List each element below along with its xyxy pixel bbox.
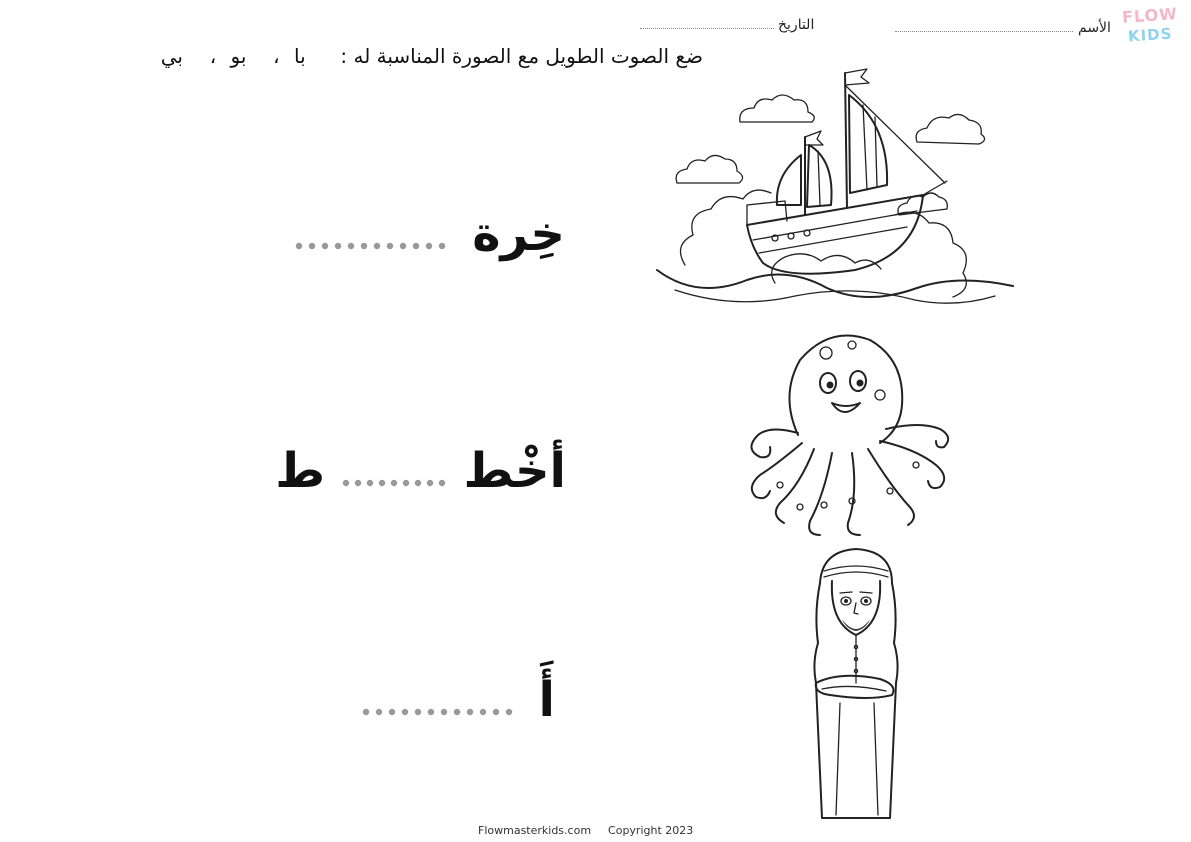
man-illustration [800, 543, 912, 823]
exercise-2 [275, 443, 566, 499]
exercise-1-word: خِرة [472, 206, 565, 262]
ship-illustration [655, 65, 1015, 310]
option-3: بي [160, 44, 183, 68]
exercise-2-word-start: أخْط [463, 443, 566, 499]
logo [1121, 4, 1178, 27]
footer-copyright: Copyright 2023 [608, 824, 694, 837]
name-line [895, 31, 1073, 32]
separator-1: ، [273, 44, 280, 68]
separator-2: ، [209, 44, 217, 68]
logo-bottom [1127, 24, 1173, 45]
option-2: بو [230, 44, 247, 68]
exercise-2-blank[interactable] [342, 475, 447, 487]
name-label: الأسم [1078, 20, 1111, 36]
footer [478, 824, 693, 837]
octopus-illustration [740, 325, 965, 540]
exercise-2-word-end: ط [275, 443, 326, 499]
exercise-3 [362, 672, 555, 728]
exercise-3-word: أَ [538, 672, 555, 728]
date-label: التاريخ [778, 17, 815, 33]
exercise-3-blank[interactable] [362, 704, 522, 716]
instruction-line [161, 44, 703, 68]
option-1: با [293, 44, 306, 68]
exercise-1 [295, 206, 565, 262]
footer-site: Flowmasterkids.com [478, 824, 592, 837]
date-line [640, 28, 774, 29]
exercise-1-blank[interactable] [295, 238, 455, 250]
logo-top-text: FLOW [1121, 4, 1179, 27]
instruction-text: ضع الصوت الطويل مع الصورة المناسبة له : [340, 44, 703, 68]
logo-bottom-text: KIDS [1127, 24, 1174, 46]
